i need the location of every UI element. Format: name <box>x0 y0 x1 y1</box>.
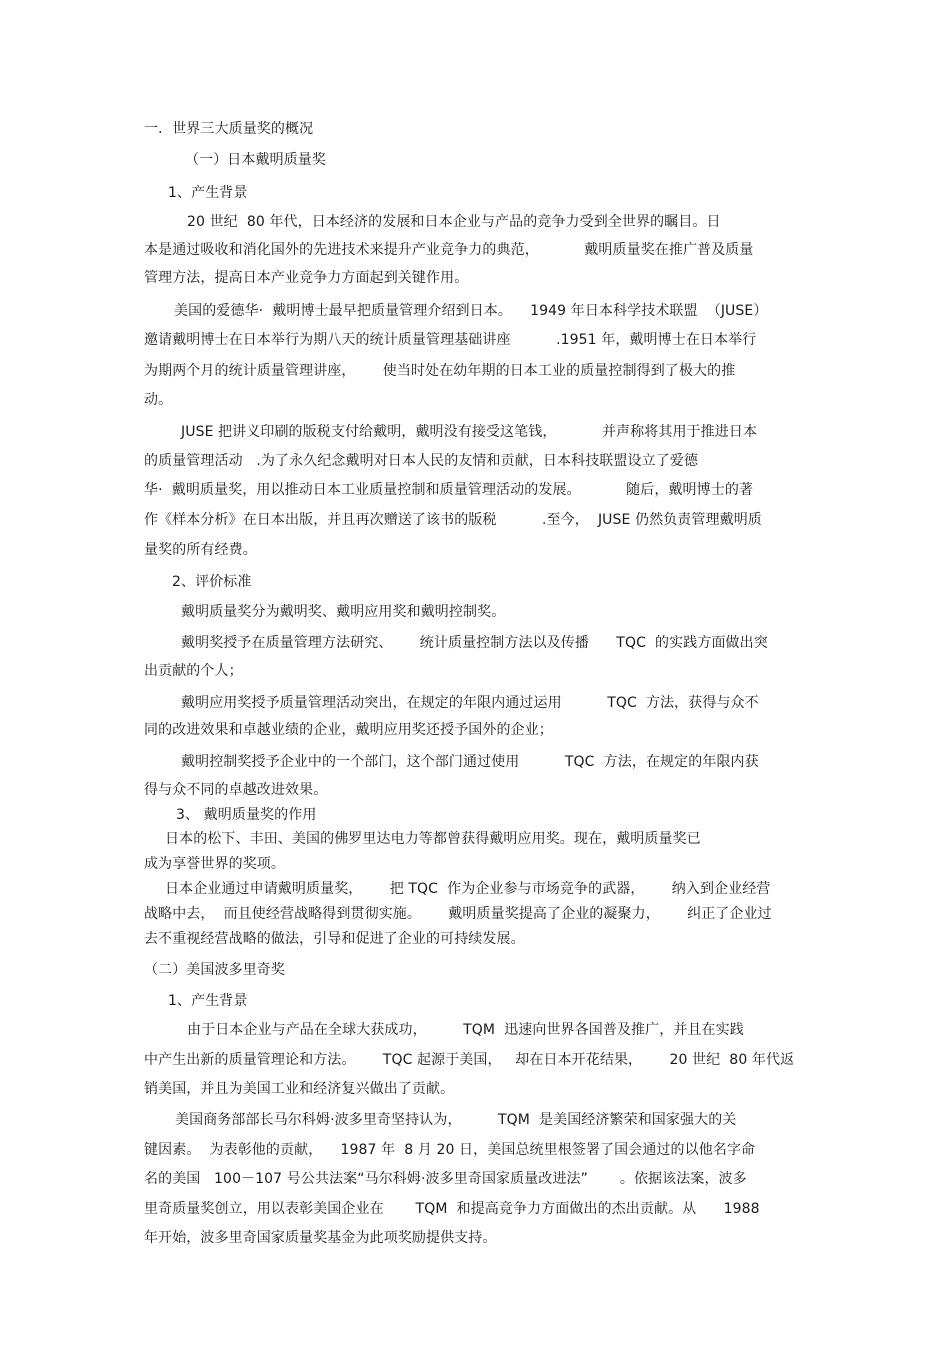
subsection-heading: （一）日本戴明质量奖 <box>185 152 326 168</box>
paragraph-line: 键因素。 为表彰他的贡献， 1987 年 8 月 20 日，美国总统里根签署了国会通过的以他名字命 <box>144 1142 756 1158</box>
paragraph-line: 日本企业通过申请戴明质量奖， 把 TQC 作为企业参与市场竞争的武器， 纳入到企业经营 <box>165 881 771 897</box>
paragraph-line: 为期两个月的统计质量管理讲座， 使当时处在幼年期的日本工业的质量控制得到了极大的推 <box>144 363 736 379</box>
paragraph-line: 由于日本企业与产品在全球大获成功， TQM 迅速向世界各国普及推广，并且在实践 <box>187 1022 744 1038</box>
subsection-heading: （二）美国波多里奇奖 <box>144 962 285 978</box>
item-heading: 3、 戴明质量奖的作用 <box>176 807 317 823</box>
paragraph-line: 成为享誉世界的奖项。 <box>144 856 285 872</box>
paragraph-line: 名的美国 100－107 号公共法案“马尔科姆·波多里奇国家质量改进法” 。依据该法案，波多 <box>144 1171 747 1187</box>
item-heading: 2、评价标准 <box>172 574 252 590</box>
paragraph-line: 日本的松下、丰田、美国的佛罗里达电力等都曾获得戴明应用奖。现在，戴明质量奖已 <box>165 831 701 847</box>
paragraph-line: 戴明质量奖分为戴明奖、戴明应用奖和戴明控制奖。 <box>181 604 506 620</box>
paragraph-line: 中产生出新的质量管理论和方法。 TQC 起源于美国， 却在日本开花结果， 20 世纪 80 年代返 <box>144 1052 795 1068</box>
paragraph-line: JUSE 把讲义印刷的版税支付给戴明，戴明没有接受这笔钱， 并声称将其用于推进日本 <box>181 424 758 440</box>
section-heading: 一．世界三大质量奖的概况 <box>144 121 314 137</box>
paragraph-line: 同的改进效果和卓越业绩的企业，戴明应用奖还授予国外的企业； <box>144 722 553 738</box>
paragraph-line: 量奖的所有经费。 <box>144 542 257 558</box>
paragraph-line: 动。 <box>144 392 173 408</box>
paragraph-line: 邀请戴明博士在日本举行为期八天的统计质量管理基础讲座 .1951 年，戴明博士在日本举行 <box>144 332 757 348</box>
paragraph-line: 美国商务部部长马尔科姆·波多里奇坚持认为， TQM 是美国经济繁荣和国家强大的关 <box>175 1112 737 1128</box>
paragraph-line: 得与众不同的卓越改进效果。 <box>144 782 328 798</box>
paragraph-line: 戴明应用奖授予质量管理活动突出，在规定的年限内通过运用 TQC 方法，获得与众不 <box>181 695 759 711</box>
paragraph-line: 本是通过吸收和消化国外的先进技术来提升产业竞争力的典范， 戴明质量奖在推广普及质量 <box>144 242 754 258</box>
paragraph-line: 出贡献的个人； <box>144 663 243 679</box>
paragraph-line: 战略中去， 而且使经营战略得到贯彻实施。 戴明质量奖提高了企业的凝聚力， 纠正了企业过 <box>144 906 772 922</box>
item-heading: 1、产生背景 <box>168 185 248 201</box>
paragraph-line: 20 世纪 80 年代，日本经济的发展和日本企业与产品的竞争力受到全世界的瞩目。日 <box>187 214 721 230</box>
paragraph-line: 华· 戴明质量奖，用以推动日本工业质量控制和质量管理活动的发展。 随后，戴明博士的著 <box>144 482 754 498</box>
paragraph-line: 作《样本分析》在日本出版，并且再次赠送了该书的版税 .至今， JUSE 仍然负责管理戴明质 <box>144 512 762 528</box>
paragraph-line: 管理方法，提高日本产业竞争力方面起到关键作用。 <box>144 270 469 286</box>
paragraph-line: 去不重视经营战略的做法，引导和促进了企业的可持续发展。 <box>144 931 525 947</box>
item-heading: 1、产生背景 <box>168 993 248 1009</box>
paragraph-line: 戴明控制奖授予企业中的一个部门，这个部门通过使用 TQC 方法，在规定的年限内获 <box>181 754 759 770</box>
paragraph-line: 年开始，波多里奇国家质量奖基金为此项奖励提供支持。 <box>144 1230 497 1246</box>
paragraph-line: 戴明奖授予在质量管理方法研究、 统计质量控制方法以及传播 TQC 的实践方面做出突 <box>181 635 768 651</box>
paragraph-line: 美国的爱德华· 戴明博士最早把质量管理介绍到日本。 1949 年日本科学技术联盟 （JUSE） <box>174 303 768 319</box>
paragraph-line: 里奇质量奖创立，用以表彰美国企业在 TQM 和提高竞争力方面做出的杰出贡献。从 1988 <box>144 1201 760 1217</box>
paragraph-line: 销美国，并且为美国工业和经济复兴做出了贡献。 <box>144 1081 455 1097</box>
paragraph-line: 的质量管理活动 .为了永久纪念戴明对日本人民的友情和贡献，日本科技联盟设立了爱德 <box>144 453 698 469</box>
